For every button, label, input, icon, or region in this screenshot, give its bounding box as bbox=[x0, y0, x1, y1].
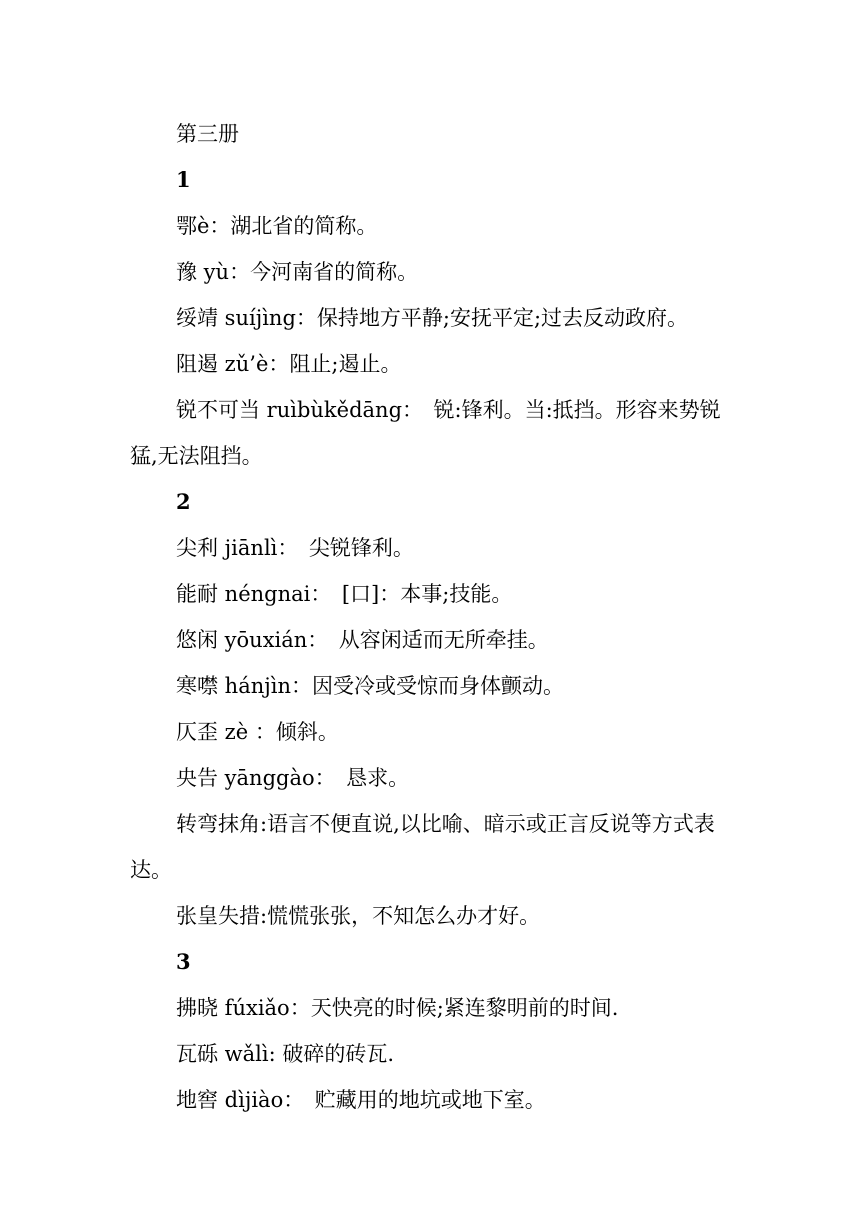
vocab-entry: 张皇失措:慌慌张张，不知怎么办才好。 bbox=[176, 904, 541, 928]
section-number: 3 bbox=[176, 949, 191, 974]
vocab-entry: 地窖 dìjiào： 贮藏用的地坑或地下室。 bbox=[176, 1088, 546, 1112]
vocab-entry: 鄂è：湖北省的简称。 bbox=[176, 214, 378, 238]
vocab-entry: 绥靖 suíjìng：保持地方平静;安抚平定;过去反动政府。 bbox=[176, 306, 689, 330]
vocab-entry: 悠闲 yōuxián： 从容闲适而无所牵挂。 bbox=[176, 628, 549, 652]
section-number: 2 bbox=[176, 489, 191, 514]
vocab-entry: 阻遏 zǔ’è：阻止;遏止。 bbox=[176, 352, 402, 376]
vocab-entry: 仄歪 zè ：倾斜。 bbox=[176, 720, 339, 744]
vocab-entry: 尖利 jiānlì： 尖锐锋利。 bbox=[176, 536, 414, 560]
section-number: 1 bbox=[176, 167, 191, 192]
vocab-entry: 转弯抹角:语言不便直说,以比喻、暗示或正言反说等方式表达。 bbox=[130, 812, 715, 882]
vocab-entry: 能耐 néngnai： [口]：本事;技能。 bbox=[176, 582, 513, 606]
volume-heading: 第三册 bbox=[176, 122, 239, 146]
vocab-entry: 豫 yù：今河南省的简称。 bbox=[176, 260, 419, 284]
vocab-entry: 寒噤 hánjìn：因受冷或受惊而身体颤动。 bbox=[176, 674, 564, 698]
vocab-entry: 锐不可当 ruìbùkědāng： 锐:锋利。当:抵挡。形容来势锐猛,无法阻挡。 bbox=[130, 398, 721, 468]
vocab-entry: 拂晓 fúxiǎo：天快亮的时候;紧连黎明前的时间. bbox=[176, 996, 619, 1020]
vocab-entry: 央告 yānggào： 恳求。 bbox=[176, 766, 410, 790]
document-page bbox=[130, 111, 730, 1123]
vocab-entry: 瓦砾 wǎlì: 破碎的砖瓦. bbox=[176, 1042, 395, 1066]
